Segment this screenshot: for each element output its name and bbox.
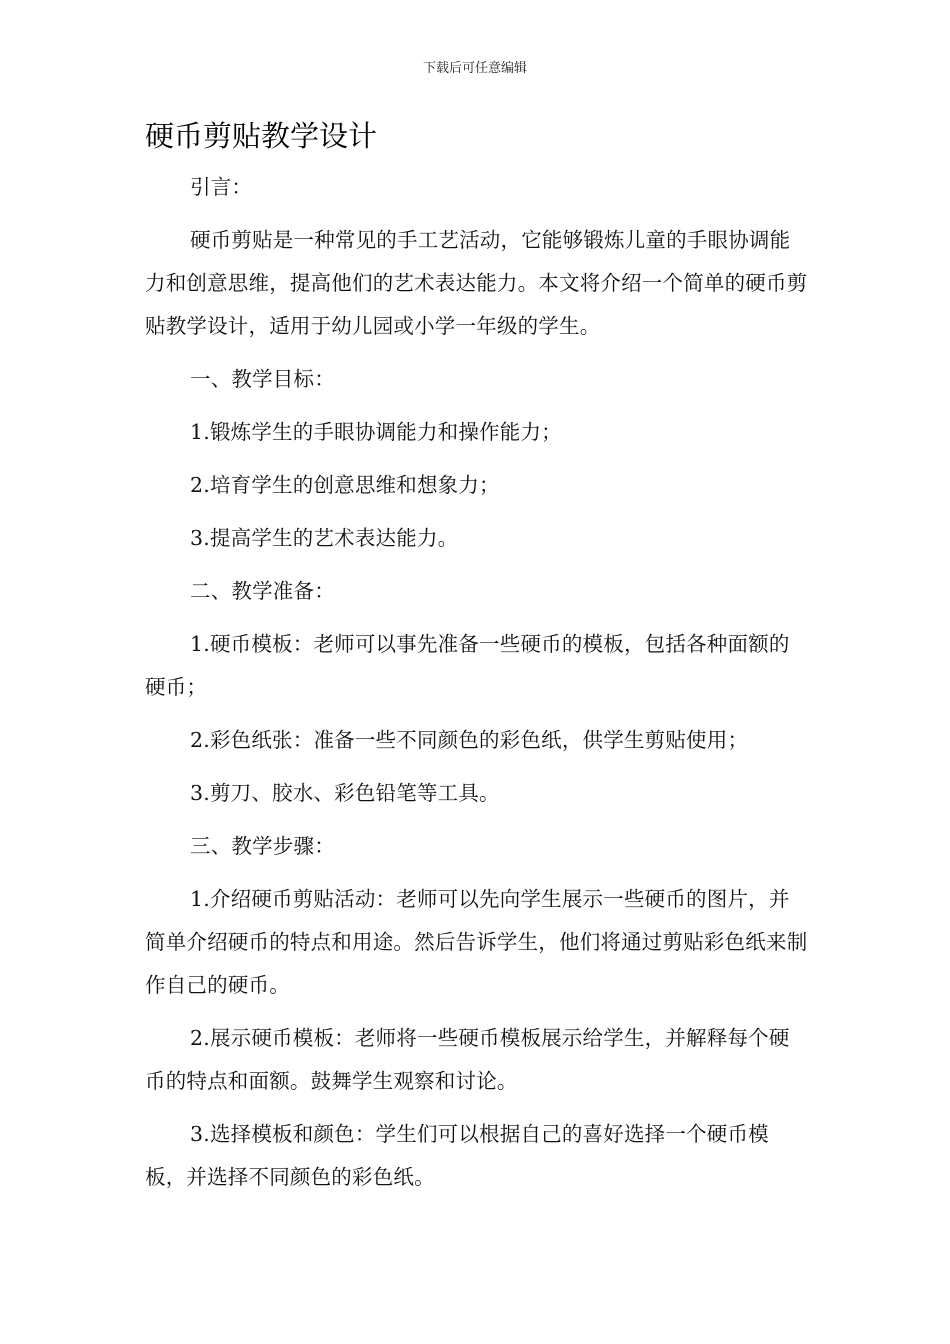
- paragraph-intro-label: 引言：: [190, 175, 253, 199]
- preparation-item-1: 1.硬币模板：老师可以事先准备一些硬币的模板，包括各种面额的硬币；: [145, 632, 790, 699]
- heading-steps: 三、教学步骤：: [190, 834, 335, 858]
- preparation-item-2: 2.彩色纸张：准备一些不同颜色的彩色纸，供学生剪贴使用；: [190, 728, 749, 752]
- document-title: 硬币剪贴教学设计: [145, 119, 378, 153]
- step-item-3: 3.选择模板和颜色：学生们可以根据自己的喜好选择一个硬币模板，并选择不同颜色的彩色纸。: [145, 1122, 769, 1189]
- heading-preparation: 二、教学准备：: [190, 579, 335, 603]
- header-note: 下载后可任意编辑: [422, 61, 527, 76]
- step-item-2: 2.展示硬币模板：老师将一些硬币模板展示给学生，并解释每个硬币的特点和面额。鼓舞学生观察和讨论。: [145, 1026, 790, 1093]
- step-item-1: 1.介绍硬币剪贴活动：老师可以先向学生展示一些硬币的图片，并简单介绍硬币的特点和用途。然后告诉学生，他们将通过剪贴彩色纸来制作自己的硬币。: [145, 887, 808, 997]
- goal-item-2: 2.培育学生的创意思维和想象力；: [190, 473, 500, 497]
- goal-item-3: 3.提高学生的艺术表达能力。: [190, 526, 459, 550]
- heading-goals: 一、教学目标：: [190, 367, 335, 391]
- preparation-item-3: 3.剪刀、胶水、彩色铅笔等工具。: [190, 781, 500, 805]
- paragraph-intro: 硬币剪贴是一种常见的手工艺活动，它能够锻炼儿童的手眼协调能力和创意思维，提高他们的艺术表达能力。本文将介绍一个简单的硬币剪贴教学设计，适用于幼儿园或小学一年级的学生。: [145, 228, 808, 338]
- document-body: [145, 166, 810, 1209]
- goal-item-1: 1.锻炼学生的手眼协调能力和操作能力；: [190, 420, 562, 444]
